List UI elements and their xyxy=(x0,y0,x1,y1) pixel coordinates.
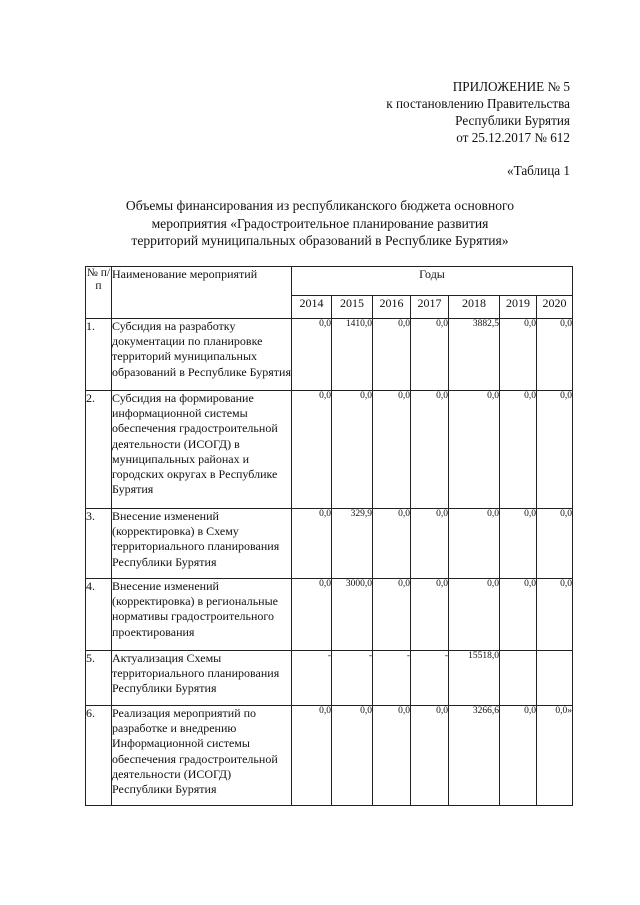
value-cell: 0,0» xyxy=(537,706,573,806)
row-number: 6. xyxy=(86,706,112,806)
value-cell: 1410,0 xyxy=(332,319,373,391)
value-cell: - xyxy=(292,651,332,706)
value-cell: 0,0 xyxy=(373,509,411,579)
value-cell: 0,0 xyxy=(411,319,449,391)
row-name: Внесение изменений (корректировка) в Схему территориального планирования Республики Бурятия xyxy=(112,509,292,579)
value-cell: 0,0 xyxy=(332,706,373,806)
value-cell: 0,0 xyxy=(500,509,537,579)
value-cell: 0,0 xyxy=(449,391,500,509)
value-cell: 0,0 xyxy=(373,319,411,391)
row-number: 3. xyxy=(86,509,112,579)
title-line-2: мероприятия «Градостроительное планирование развития xyxy=(151,215,489,231)
row-name: Внесение изменений (корректировка) в региональные нормативы градостроительного проектирования xyxy=(112,579,292,651)
row-name: Актуализация Схемы территориального планирования Республики Бурятия xyxy=(112,651,292,706)
value-cell: 0,0 xyxy=(292,579,332,651)
value-cell: 0,0 xyxy=(411,706,449,806)
year-header: 2015 xyxy=(332,296,373,319)
value-cell xyxy=(537,651,573,706)
value-cell: 0,0 xyxy=(292,509,332,579)
value-cell: 0,0 xyxy=(500,706,537,806)
table-row xyxy=(86,509,573,579)
row-name: Субсидия на разработку документации по планировке территорий муниципальных образований в Республике Бурятия xyxy=(112,319,292,391)
table-row xyxy=(86,391,573,509)
header-num: № п/п xyxy=(86,267,112,319)
header-years: Годы xyxy=(292,267,573,296)
appendix-region: Республики Бурятия xyxy=(455,113,570,128)
year-header: 2016 xyxy=(373,296,411,319)
value-cell: 3882,5 xyxy=(449,319,500,391)
year-header: 2017 xyxy=(411,296,449,319)
header-name: Наименование мероприятий xyxy=(112,267,292,319)
value-cell: 0,0 xyxy=(537,391,573,509)
value-cell: 0,0 xyxy=(537,319,573,391)
value-cell: - xyxy=(411,651,449,706)
value-cell: 0,0 xyxy=(332,391,373,509)
table-row xyxy=(86,319,573,391)
title-line-1: Объемы финансирования из республиканского бюджета основного xyxy=(125,198,515,213)
value-cell: 0,0 xyxy=(411,579,449,651)
value-cell: 0,0 xyxy=(373,706,411,806)
value-cell: 3000,0 xyxy=(332,579,373,651)
value-cell: 0,0 xyxy=(373,391,411,509)
appendix-resolution: к постановлению Правительства xyxy=(386,96,570,111)
appendix-number: ПРИЛОЖЕНИЕ № 5 xyxy=(452,79,570,94)
value-cell: 0,0 xyxy=(537,579,573,651)
value-cell: 3266,6 xyxy=(449,706,500,806)
value-cell: 15518,0 xyxy=(449,651,500,706)
year-header: 2019 xyxy=(500,296,537,319)
row-number: 2. xyxy=(86,391,112,509)
table-row xyxy=(86,651,573,706)
title-line-3: территорий муниципальных образований в Республике Бурятия» xyxy=(131,233,509,248)
appendix-header xyxy=(386,78,570,146)
document-title xyxy=(70,197,570,250)
value-cell: 0,0 xyxy=(292,706,332,806)
row-name: Субсидия на формирование информационной системы обеспечения градостроительной деятельности (ИСОГД) в муниципальных районах и городских округах в Республике Бурятия xyxy=(112,391,292,509)
financing-table xyxy=(85,266,573,806)
value-cell: - xyxy=(373,651,411,706)
year-header: 2014 xyxy=(292,296,332,319)
row-number: 1. xyxy=(86,319,112,391)
table-row xyxy=(86,579,573,651)
row-name: Реализация мероприятий по разработке и внедрению Информационной системы обеспечения градостроительной деятельности (ИСОГД) Республики Бурятия xyxy=(112,706,292,806)
value-cell xyxy=(500,651,537,706)
value-cell: 0,0 xyxy=(449,509,500,579)
value-cell: 0,0 xyxy=(292,391,332,509)
value-cell: 0,0 xyxy=(411,509,449,579)
value-cell: 0,0 xyxy=(500,579,537,651)
value-cell: 329,9 xyxy=(332,509,373,579)
value-cell: 0,0 xyxy=(373,579,411,651)
row-number: 4. xyxy=(86,579,112,651)
year-header: 2018 xyxy=(449,296,500,319)
table-reference: «Таблица 1 xyxy=(507,163,570,178)
row-number: 5. xyxy=(86,651,112,706)
header-row-1 xyxy=(86,267,573,296)
value-cell: 0,0 xyxy=(500,319,537,391)
appendix-date: от 25.12.2017 № 612 xyxy=(456,130,570,145)
value-cell: 0,0 xyxy=(500,391,537,509)
year-header: 2020 xyxy=(537,296,573,319)
table-row xyxy=(86,706,573,806)
value-cell: - xyxy=(332,651,373,706)
value-cell: 0,0 xyxy=(411,391,449,509)
value-cell: 0,0 xyxy=(449,579,500,651)
value-cell: 0,0 xyxy=(292,319,332,391)
value-cell: 0,0 xyxy=(537,509,573,579)
